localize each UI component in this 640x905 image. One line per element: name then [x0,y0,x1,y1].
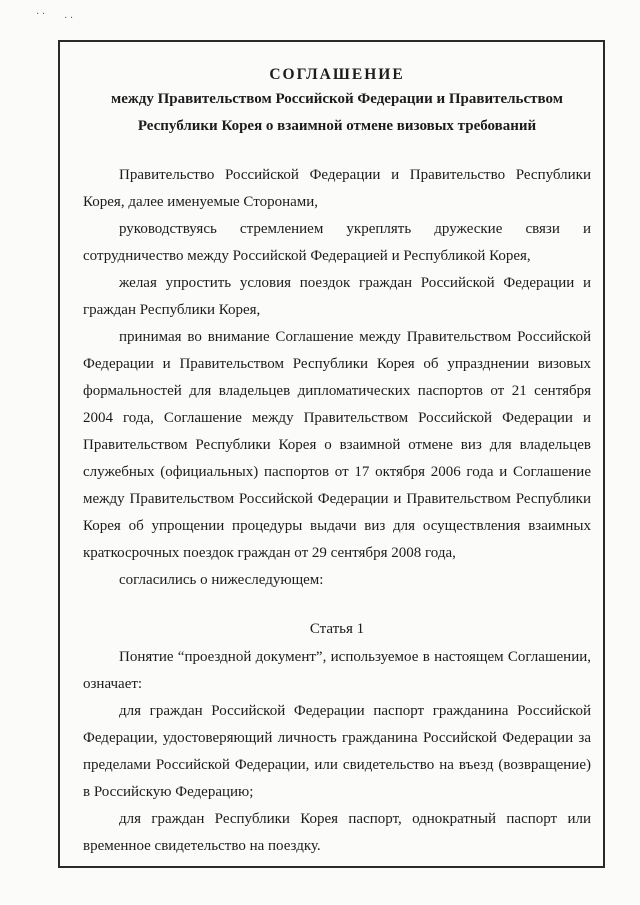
preamble-paragraph: руководствуясь стремлением укреплять дружеские связи и сотрудничество между Российской Федерацией и Республикой Корея, [83,221,591,264]
preamble-paragraph: принимая во внимание Соглашение между Правительством Российской Федерации и Правительством Республики Корея об упразднении визовых формальностей для владельцев дипломатических паспортов от 21 сентября 2004 года, Соглашение между Правительством Российской Федерации и Правительством Республики Корея о взаимной отмене виз для владельцев служебных (официальных) паспортов от 17 октября 2006 года и Соглашение между Правительством Российской Федерации и Правительством Республики Корея об упрощении процедуры выдачи виз для осуществления взаимных краткосрочных поездок граждан от 29 сентября 2008 года, [83,329,591,561]
article-1-body [83,644,591,860]
article-1-heading: Статья 1 [309,621,365,637]
article-paragraph: для граждан Республики Корея паспорт, однократный паспорт или временное свидетельство на поездку. [83,811,591,854]
document-page [83,64,591,860]
preamble-paragraph: согласились о нижеследующем: [119,572,324,588]
document-title: СОГЛАШЕНИЕ [269,66,405,83]
article-paragraph: Понятие “проездной документ”, используемое в настоящем Соглашении, означает: [83,649,591,692]
preamble-paragraph: желая упростить условия поездок граждан Российской Федерации и граждан Республики Корея, [83,275,591,318]
article-paragraph: для граждан Российской Федерации паспорт гражданина Российской Федерации, удостоверяющий личность гражданина Российской Федерации за пределами Российской Федерации, или свидетельство на въезд (возвращение) в Российскую Федерацию; [83,703,591,800]
document-subtitle-line-2: Республики Корея о взаимной отмене визовых требований [137,118,537,134]
preamble-paragraph: Правительство Российской Федерации и Правительство Республики Корея, далее именуемые Сторонами, [83,167,591,210]
preamble [83,162,591,594]
scan-speck: · · [64,13,74,24]
document-subtitle-line-1: между Правительством Российской Федерации и Правительством [111,91,563,107]
scan-speck: · · [36,9,46,20]
